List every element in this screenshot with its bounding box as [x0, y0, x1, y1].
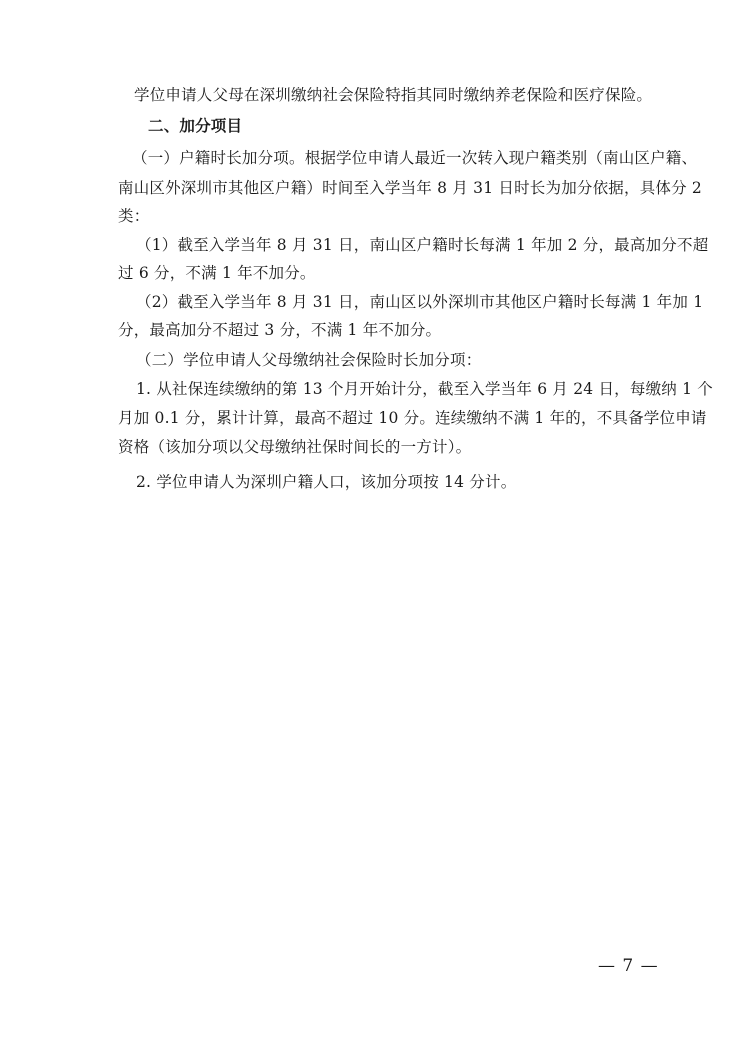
paragraph-line: 过 6 分，不满 1 年不加分。: [118, 264, 316, 282]
paragraph-line: 资格（该加分项以父母缴纳社保时间长的一方计）。: [118, 438, 472, 456]
page-number: — 7 —: [598, 956, 659, 976]
paragraph-line: （二）学位申请人父母缴纳社会保险时长加分项：: [136, 351, 482, 369]
paragraph-line: 分，最高加分不超过 3 分，不满 1 年不加分。: [118, 321, 442, 339]
paragraph-line: （1）截至入学当年 8 月 31 日，南山区户籍时长每满 1 年加 2 分，最高加分不超: [136, 236, 709, 254]
paragraph-line: 类：: [118, 207, 150, 225]
paragraph-line: 南山区外深圳市其他区户籍）时间至入学当年 8 月 31 日时长为加分依据，具体分 2: [118, 179, 702, 197]
paragraph-line: （2）截至入学当年 8 月 31 日，南山区以外深圳市其他区户籍时长每满 1 年加 1: [136, 293, 704, 311]
section-heading: 二、加分项目: [148, 116, 243, 135]
paragraph-line: 月加 0.1 分，累计计算，最高不超过 10 分。连续缴纳不满 1 年的，不具备学位申请: [118, 409, 707, 427]
paragraph-line: 学位申请人父母在深圳缴纳社会保险特指其同时缴纳养老保险和医疗保险。: [134, 86, 653, 104]
paragraph-line: （一）户籍时长加分项。根据学位申请人最近一次转入现户籍类别（南山区户籍、: [132, 149, 698, 167]
paragraph-line: 2. 学位申请人为深圳户籍人口，该加分项按 14 分计。: [136, 473, 517, 491]
paragraph-line: 1. 从社保连续缴纳的第 13 个月开始计分，截至入学当年 6 月 24 日，每缴纳 1 个: [136, 380, 714, 398]
